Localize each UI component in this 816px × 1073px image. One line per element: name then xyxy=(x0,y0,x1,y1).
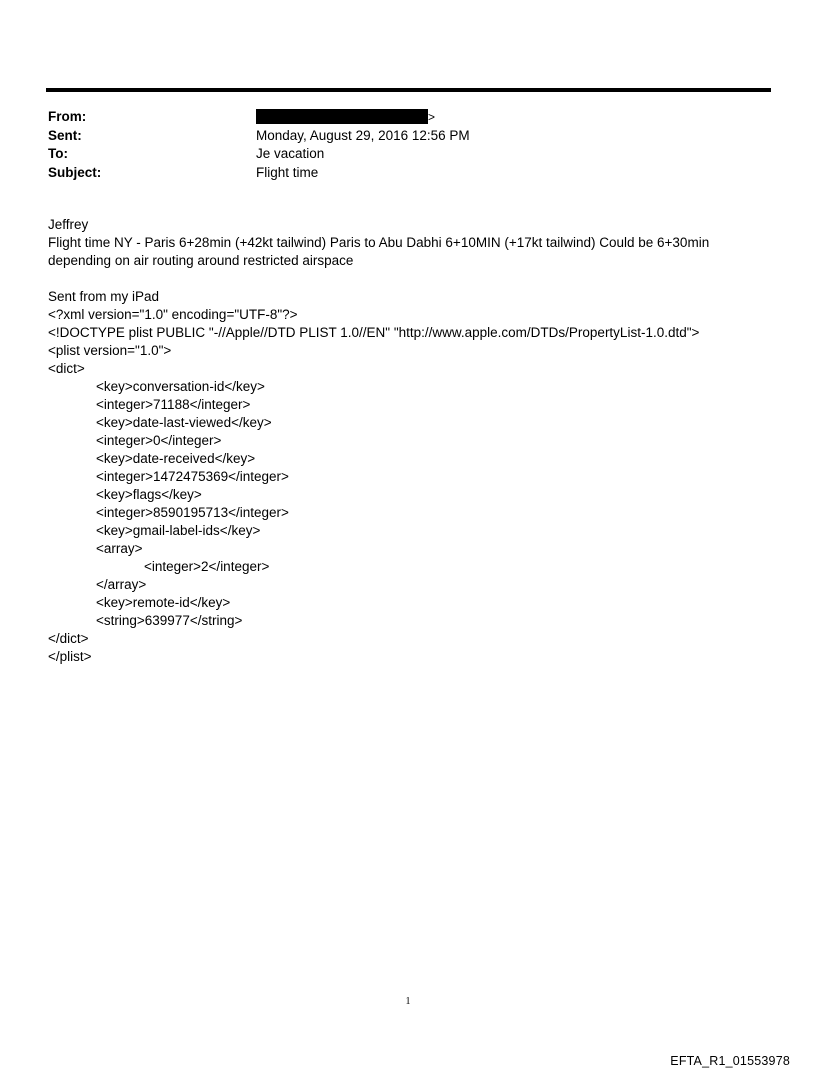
sent-value: Monday, August 29, 2016 12:56 PM xyxy=(256,127,470,143)
greeting: Jeffrey xyxy=(48,217,89,232)
email-body xyxy=(48,216,768,666)
from-value xyxy=(256,108,435,127)
to-value: Je vacation xyxy=(256,146,325,161)
subject-row xyxy=(48,164,748,183)
plist-line: <string>639977</string> xyxy=(96,613,243,628)
to-label: To: xyxy=(48,146,68,161)
bates-number: EFTA_R1_01553978 xyxy=(670,1054,790,1068)
plist-line: <key>date-last-viewed</key> xyxy=(96,415,272,430)
body-line: depending on air routing around restricted airspace xyxy=(48,253,354,268)
sent-row xyxy=(48,127,748,146)
email-header xyxy=(48,108,748,182)
plist-line: <integer>71188</integer> xyxy=(96,397,251,412)
from-value-suffix: > xyxy=(428,110,436,124)
plist-line: <key>conversation-id</key> xyxy=(96,379,265,394)
subject-label: Subject: xyxy=(48,164,102,180)
plist-line: <?xml version="1.0" encoding="UTF-8"?> xyxy=(48,307,298,322)
paragraph-gap xyxy=(48,270,768,288)
page-number: 1 xyxy=(405,996,411,1007)
plist-line: <key>date-received</key> xyxy=(96,451,256,466)
to-row xyxy=(48,145,748,164)
plist-line: <plist version="1.0"> xyxy=(48,343,172,358)
header-divider xyxy=(46,88,771,92)
plist-line: <key>gmail-label-ids</key> xyxy=(96,523,261,538)
signature: Sent from my iPad xyxy=(48,289,160,304)
redaction-block xyxy=(256,109,428,124)
body-line: Flight time NY - Paris 6+28min (+42kt tailwind) Paris to Abu Dabhi 6+10MIN (+17kt tailwind) Could be 6+30min xyxy=(48,235,710,250)
plist-line: <integer>1472475369</integer> xyxy=(96,469,289,484)
plist-line: </dict> xyxy=(48,631,89,646)
from-row xyxy=(48,108,748,127)
plist-line: </array> xyxy=(96,577,147,592)
plist-line: <key>remote-id</key> xyxy=(96,595,231,610)
plist-line: <dict> xyxy=(48,361,85,376)
plist-line: <!DOCTYPE plist PUBLIC "-//Apple//DTD PLIST 1.0//EN" "http://www.apple.com/DTDs/PropertyList-1.0.dtd"> xyxy=(48,325,700,340)
sent-label: Sent: xyxy=(48,127,82,143)
plist-line: <array> xyxy=(96,541,143,556)
plist-line: <integer>8590195713</integer> xyxy=(96,505,289,520)
from-label: From: xyxy=(48,109,87,124)
plist-line: <integer>2</integer> xyxy=(144,559,270,574)
plist-line: </plist> xyxy=(48,649,92,664)
subject-value: Flight time xyxy=(256,164,319,180)
plist-line: <key>flags</key> xyxy=(96,487,202,502)
plist-line: <integer>0</integer> xyxy=(96,433,222,448)
